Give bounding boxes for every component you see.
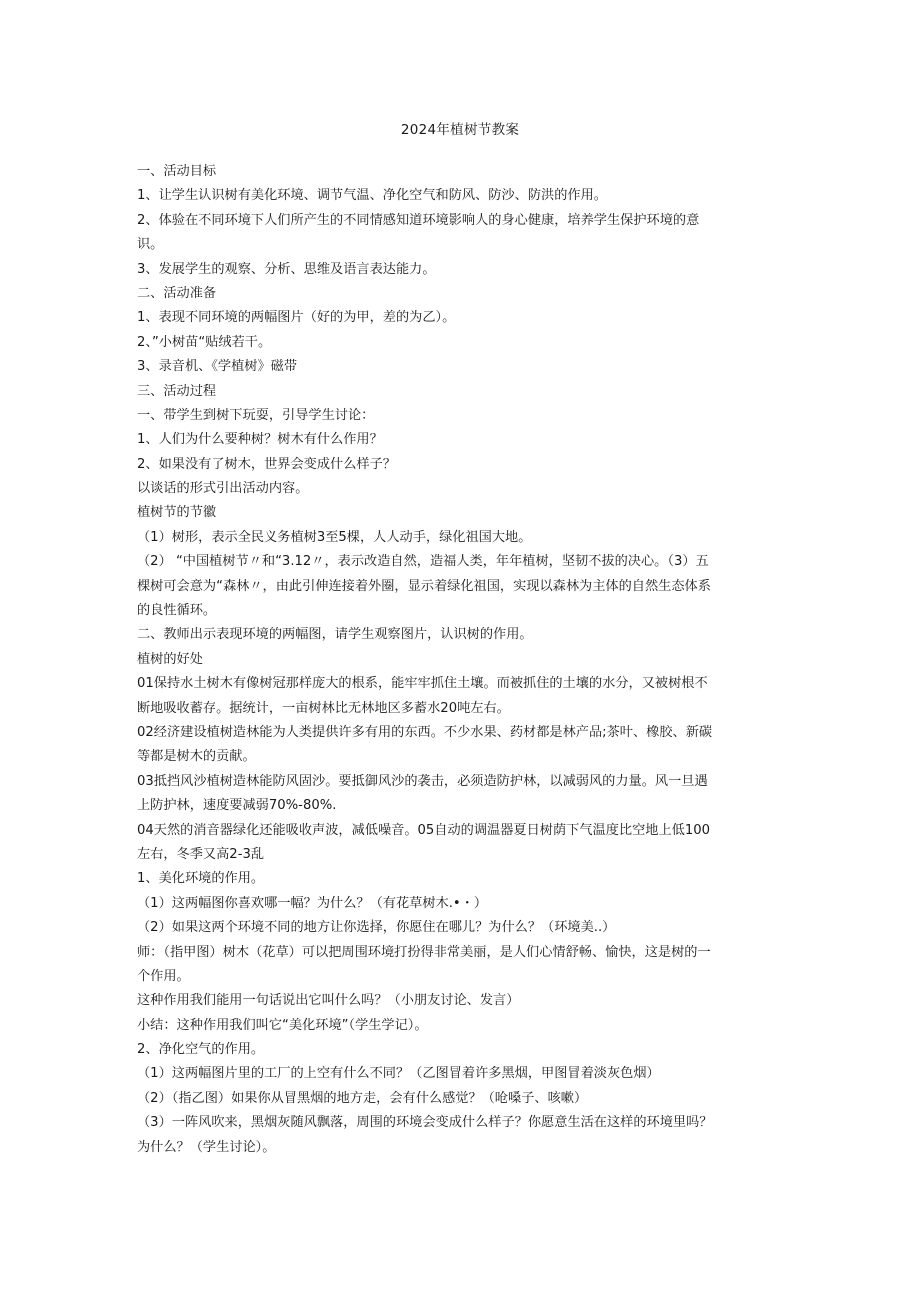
paragraph-line: 识。 (137, 237, 164, 253)
paragraph-line: （1）树形，表示全民义务植树3至5棵，人人动手，绿化祖国大地。 (137, 529, 532, 545)
subheading-benefits: 植树的好处 (137, 651, 203, 667)
paragraph-line: 上防护林，速度要减弱70%-80%. (137, 798, 337, 814)
paragraph-line: 的良性循环。 (137, 603, 217, 619)
paragraph-line: 为什么？（学生讨论）。 (137, 1139, 276, 1155)
paragraph-line: 1、表现不同环境的两幅图片（好的为甲，差的为乙）。 (137, 310, 456, 326)
paragraph-line: 棵树可会意为“森林〃，由此引伸连接着外圈，显示着绿化祖国，实现以森林为主体的自然生态体系 (137, 578, 711, 594)
paragraph-line: 3、录音机、《学植树》磁带 (137, 359, 298, 375)
paragraph-line: 2、体验在不同环境下人们所产生的不同情感知道环境影响人的身心健康，培养学生保护环境的意 (137, 212, 700, 228)
paragraph-line: 2、如果没有了树木，世界会变成什么样子？ (137, 456, 396, 472)
document-title: 2024年植树节教案 (400, 122, 520, 138)
paragraph-line: （2）（指乙图）如果你从冒黑烟的地方走，会有什么感觉？（呛嗓子、咳嗽） (137, 1090, 588, 1106)
paragraph-line: （2） “中国植树节〃和“3.12〃，表示改造自然，造福人类，年年植树，坚韧不拔的决心。（3）五 (137, 554, 709, 570)
paragraph-line: 2、净化空气的作用。 (137, 1042, 265, 1058)
paragraph-line: 1、让学生认识树有美化环境、调节气温、净化空气和防风、防沙、防洪的作用。 (137, 188, 607, 204)
paragraph-line: 个作用。 (137, 968, 190, 984)
paragraph-line: 断地吸收蓄存。据统计，一亩树林比无林地区多蓄水20吨左右。 (137, 700, 510, 716)
paragraph-line: 3、发展学生的观察、分析、思维及语言表达能力。 (137, 261, 436, 277)
document-body (137, 160, 787, 1160)
paragraph-line: 师：（指甲图）树木（花草）可以把周围环境打扮得非常美丽，是人们心情舒畅、愉快，这是树的一 (137, 944, 711, 960)
section-heading-goals: 一、活动目标 (137, 164, 217, 179)
paragraph-line: （2）如果这两个环境不同的地方让你选择，你愿住在哪儿？为什么？（环境美..） (137, 920, 616, 936)
paragraph-line: 02经济建设植树造林能为人类提供许多有用的东西。不少水果、药材都是林产品;茶叶、橡胶、新碳 (137, 724, 713, 740)
section-heading-preparation: 二、活动准备 (137, 285, 217, 301)
paragraph-line: 1、美化环境的作用。 (137, 871, 265, 887)
paragraph-line: 等都是树木的贡献。 (137, 749, 256, 765)
paragraph-line: 1、人们为什么要种树？树木有什么作用？ (137, 432, 383, 448)
paragraph-line: （1）这两幅图你喜欢哪一幅？为什么？（有花草树木.•・） (137, 895, 488, 911)
paragraph-line: （1）这两幅图片里的工厂的上空有什么不同？（乙图冒着许多黑烟，甲图冒着淡灰色烟） (137, 1066, 660, 1082)
paragraph-line: 04天然的消音器绿化还能吸收声波，减低噪音。05自动的调温器夏日树荫下气温度比空地上低100 (137, 822, 711, 838)
paragraph-line: 01保持水土树木有像树冠那样庞大的根系，能牢牢抓住土壤。而被抓住的土壤的水分，又被树根不 (137, 676, 708, 692)
paragraph-line: （3）一阵风吹来，黑烟灰随风飘落，周围的环境会变成什么样子？你愿意生活在这样的环境里吗？ (137, 1115, 713, 1131)
paragraph-line: 左右，冬季又高2-3乱 (137, 846, 265, 862)
paragraph-line: 2、”小树苗“贴绒若干。 (137, 334, 272, 350)
paragraph-line: 小结：这种作用我们叫它“美化环境”（学生学记）。 (137, 1017, 428, 1033)
paragraph-line: 一、带学生到树下玩耍，引导学生讨论： (137, 407, 375, 423)
section-heading-process: 三、活动过程 (137, 383, 217, 399)
paragraph-line: 以谈话的形式引出活动内容。 (137, 481, 309, 497)
subheading-emblem: 植树节的节徽 (137, 505, 217, 521)
paragraph-line: 03抵挡风沙植树造林能防风固沙。要抵御风沙的袭击，必须造防护林，以减弱风的力量。风一旦遇 (137, 773, 708, 789)
paragraph-line: 二、教师出示表现环境的两幅图，请学生观察图片，认识树的作用。 (137, 627, 533, 643)
paragraph-line: 这种作用我们能用一句话说出它叫什么吗？（小朋友讨论、发言） (137, 993, 520, 1009)
